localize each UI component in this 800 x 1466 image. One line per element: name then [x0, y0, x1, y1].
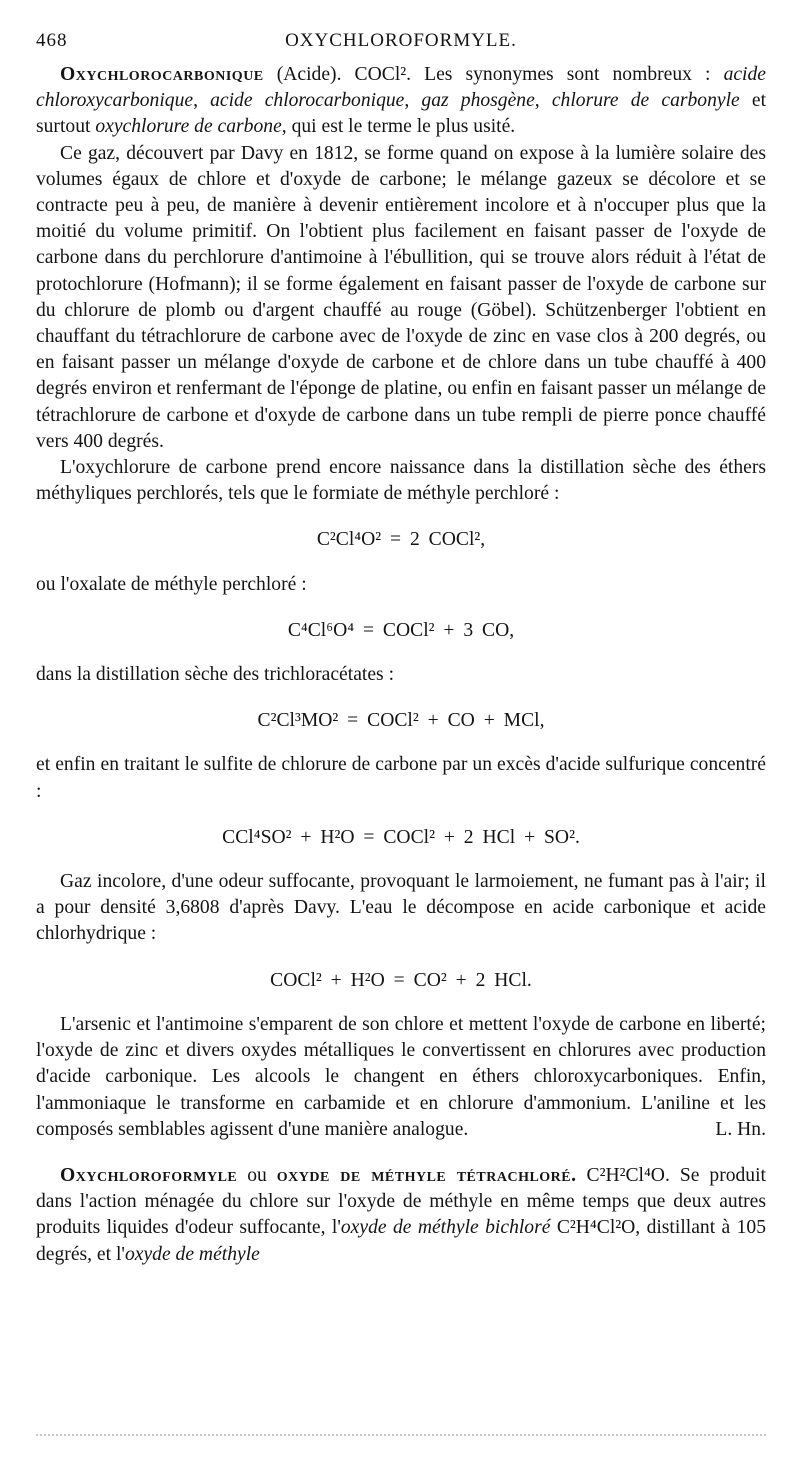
entry-formula: C²H²Cl⁴O.: [586, 1164, 670, 1186]
entry-qualifier: (Acide).: [263, 64, 342, 85]
separator: ,: [193, 90, 211, 112]
text-trichloracetates: dans la distillation sèche des trichloracétates :: [36, 664, 395, 686]
entry-oxychlorocarbonique-intro: [36, 62, 766, 141]
paragraph-properties: Gaz incolore, d'une odeur suffocante, provoquant le larmoiement, ne fumant pas à l'air; il a pour densité 3,6808 d'après Davy. L'eau le décompose en acide carbonique et acide chlorhydrique :: [36, 871, 766, 945]
text-oxalate: ou l'oxalate de méthyle perchloré :: [36, 573, 307, 595]
section-gap: [36, 1143, 766, 1163]
synonym: acide chloroxycarbonique: [36, 64, 766, 112]
separator: et surtout: [36, 90, 767, 138]
synonym: oxychlorure de carbone: [95, 116, 282, 138]
running-title: OXYCHLOROFORMYLE.: [285, 30, 517, 51]
equation-formiate: C²Cl⁴O² = 2 COCl²,: [316, 529, 486, 551]
paragraph-reactions: [36, 1012, 766, 1143]
synonyms-intro: Les synonymes sont nombreux :: [411, 64, 724, 85]
reactions-text: L'arsenic et l'antimoine s'emparent de son chlore et mettent l'oxyde de carbone en liberté; l'oxyde de zinc et divers oxydes métalliques le convertissent en chlorures avec production d'acide carbonique. Les alcools le changent en éthers chloroxycarboniques. Enfin, l'ammoniaque le transforme en carbamide et en chlorure d'ammonium. L'aniline et les composés semblables agissent d'une manière analogue.: [36, 1013, 766, 1140]
paragraph-distillation: L'oxychlorure de carbone prend encore naissance dans la distillation sèche des éthers méthyliques perchlorés, tels que le formiate de méthyle perchloré :: [36, 457, 766, 505]
body-text: [36, 62, 766, 1268]
entry-headword: Oxychloroformyle: [60, 1164, 238, 1186]
bleed-through-line: [36, 1434, 766, 1436]
synonym: acide chlorocarbonique: [210, 90, 405, 112]
equation-trichloracetates: C²Cl³MO² = COCl² + CO + MCl,: [257, 710, 545, 732]
entry-oxychloroformyle: [36, 1163, 766, 1268]
synonym: chlorure de carbonyle: [551, 90, 740, 112]
entry-headword-alt: oxyde de méthyle tétrachloré.: [276, 1164, 577, 1186]
entry-connector: ou: [237, 1164, 277, 1186]
paragraph-preparation: Ce gaz, découvert par Davy en 1812, se forme quand on expose à la lumière solaire des volumes égaux de chlore et d'oxyde de carbone; le mélange gazeux se décolore et se contracte peu à peu, de manière à devenir entièrement incolore et à n'occuper plus que la moitié du volume primitif. On l'obtient plus facilement en faisant passer de l'oxyde de carbone dans du perchlorure d'antimoine à l'ébullition, qui se trouve alors réduit à l'état de protochlorure (Hofmann); il se forme également en faisant passer de l'oxyde de carbone sur du chlorure de plomb ou d'argent chauffé au rouge (Göbel). Schützenberger l'obtient en chauffant du tétrachlorure de carbone avec de l'oxyde de zinc en vase clos à 200 degrés, ou en faisant passer un mélange d'oxyde de carbone et de chlore dans un tube chauffé à 400 degrés environ et renfermant de l'éponge de platine, ou enfin en faisant passer un mélange de tétrachlorure de carbone et d'oxyde de carbone dans un tube rempli de pierre ponce chauffé vers 400 degrés.: [36, 142, 766, 452]
author-signature: L. Hn.: [715, 1118, 766, 1140]
entry-text: Se produit dans l'action ménagée du chlore sur l'oxyde de méthyle en même temps que deux autres produits liquides d'odeur suffocante, l': [36, 1164, 766, 1239]
entry-text: C²H⁴Cl²O, distillant à 105 degrés, et l': [36, 1217, 767, 1265]
separator: ,: [404, 90, 422, 112]
entry-headword: Oxychlorocarbonique: [60, 64, 264, 85]
equation-oxalate: C⁴Cl⁶O⁴ = COCl² + 3 CO,: [287, 619, 515, 641]
compound-name: oxyde de méthyle: [124, 1243, 260, 1265]
equation-hydrolysis: COCl² + H²O = CO² + 2 HCl.: [270, 969, 532, 991]
entry-formula: COCl².: [341, 64, 412, 85]
page-number: 468: [36, 30, 68, 51]
synonyms-end: , qui est le terme le plus usité.: [281, 116, 516, 138]
text-sulfite: et enfin en traitant le sulfite de chlorure de carbone par un excès d'acide sulfurique concentré :: [36, 754, 766, 802]
compound-name: oxyde de méthyle bichloré: [340, 1217, 551, 1239]
separator: ,: [534, 90, 552, 112]
synonym: gaz phosgène: [421, 90, 535, 112]
running-head: [36, 30, 766, 62]
equation-sulfite: CCl⁴SO² + H²O = COCl² + 2 HCl + SO².: [222, 826, 580, 848]
